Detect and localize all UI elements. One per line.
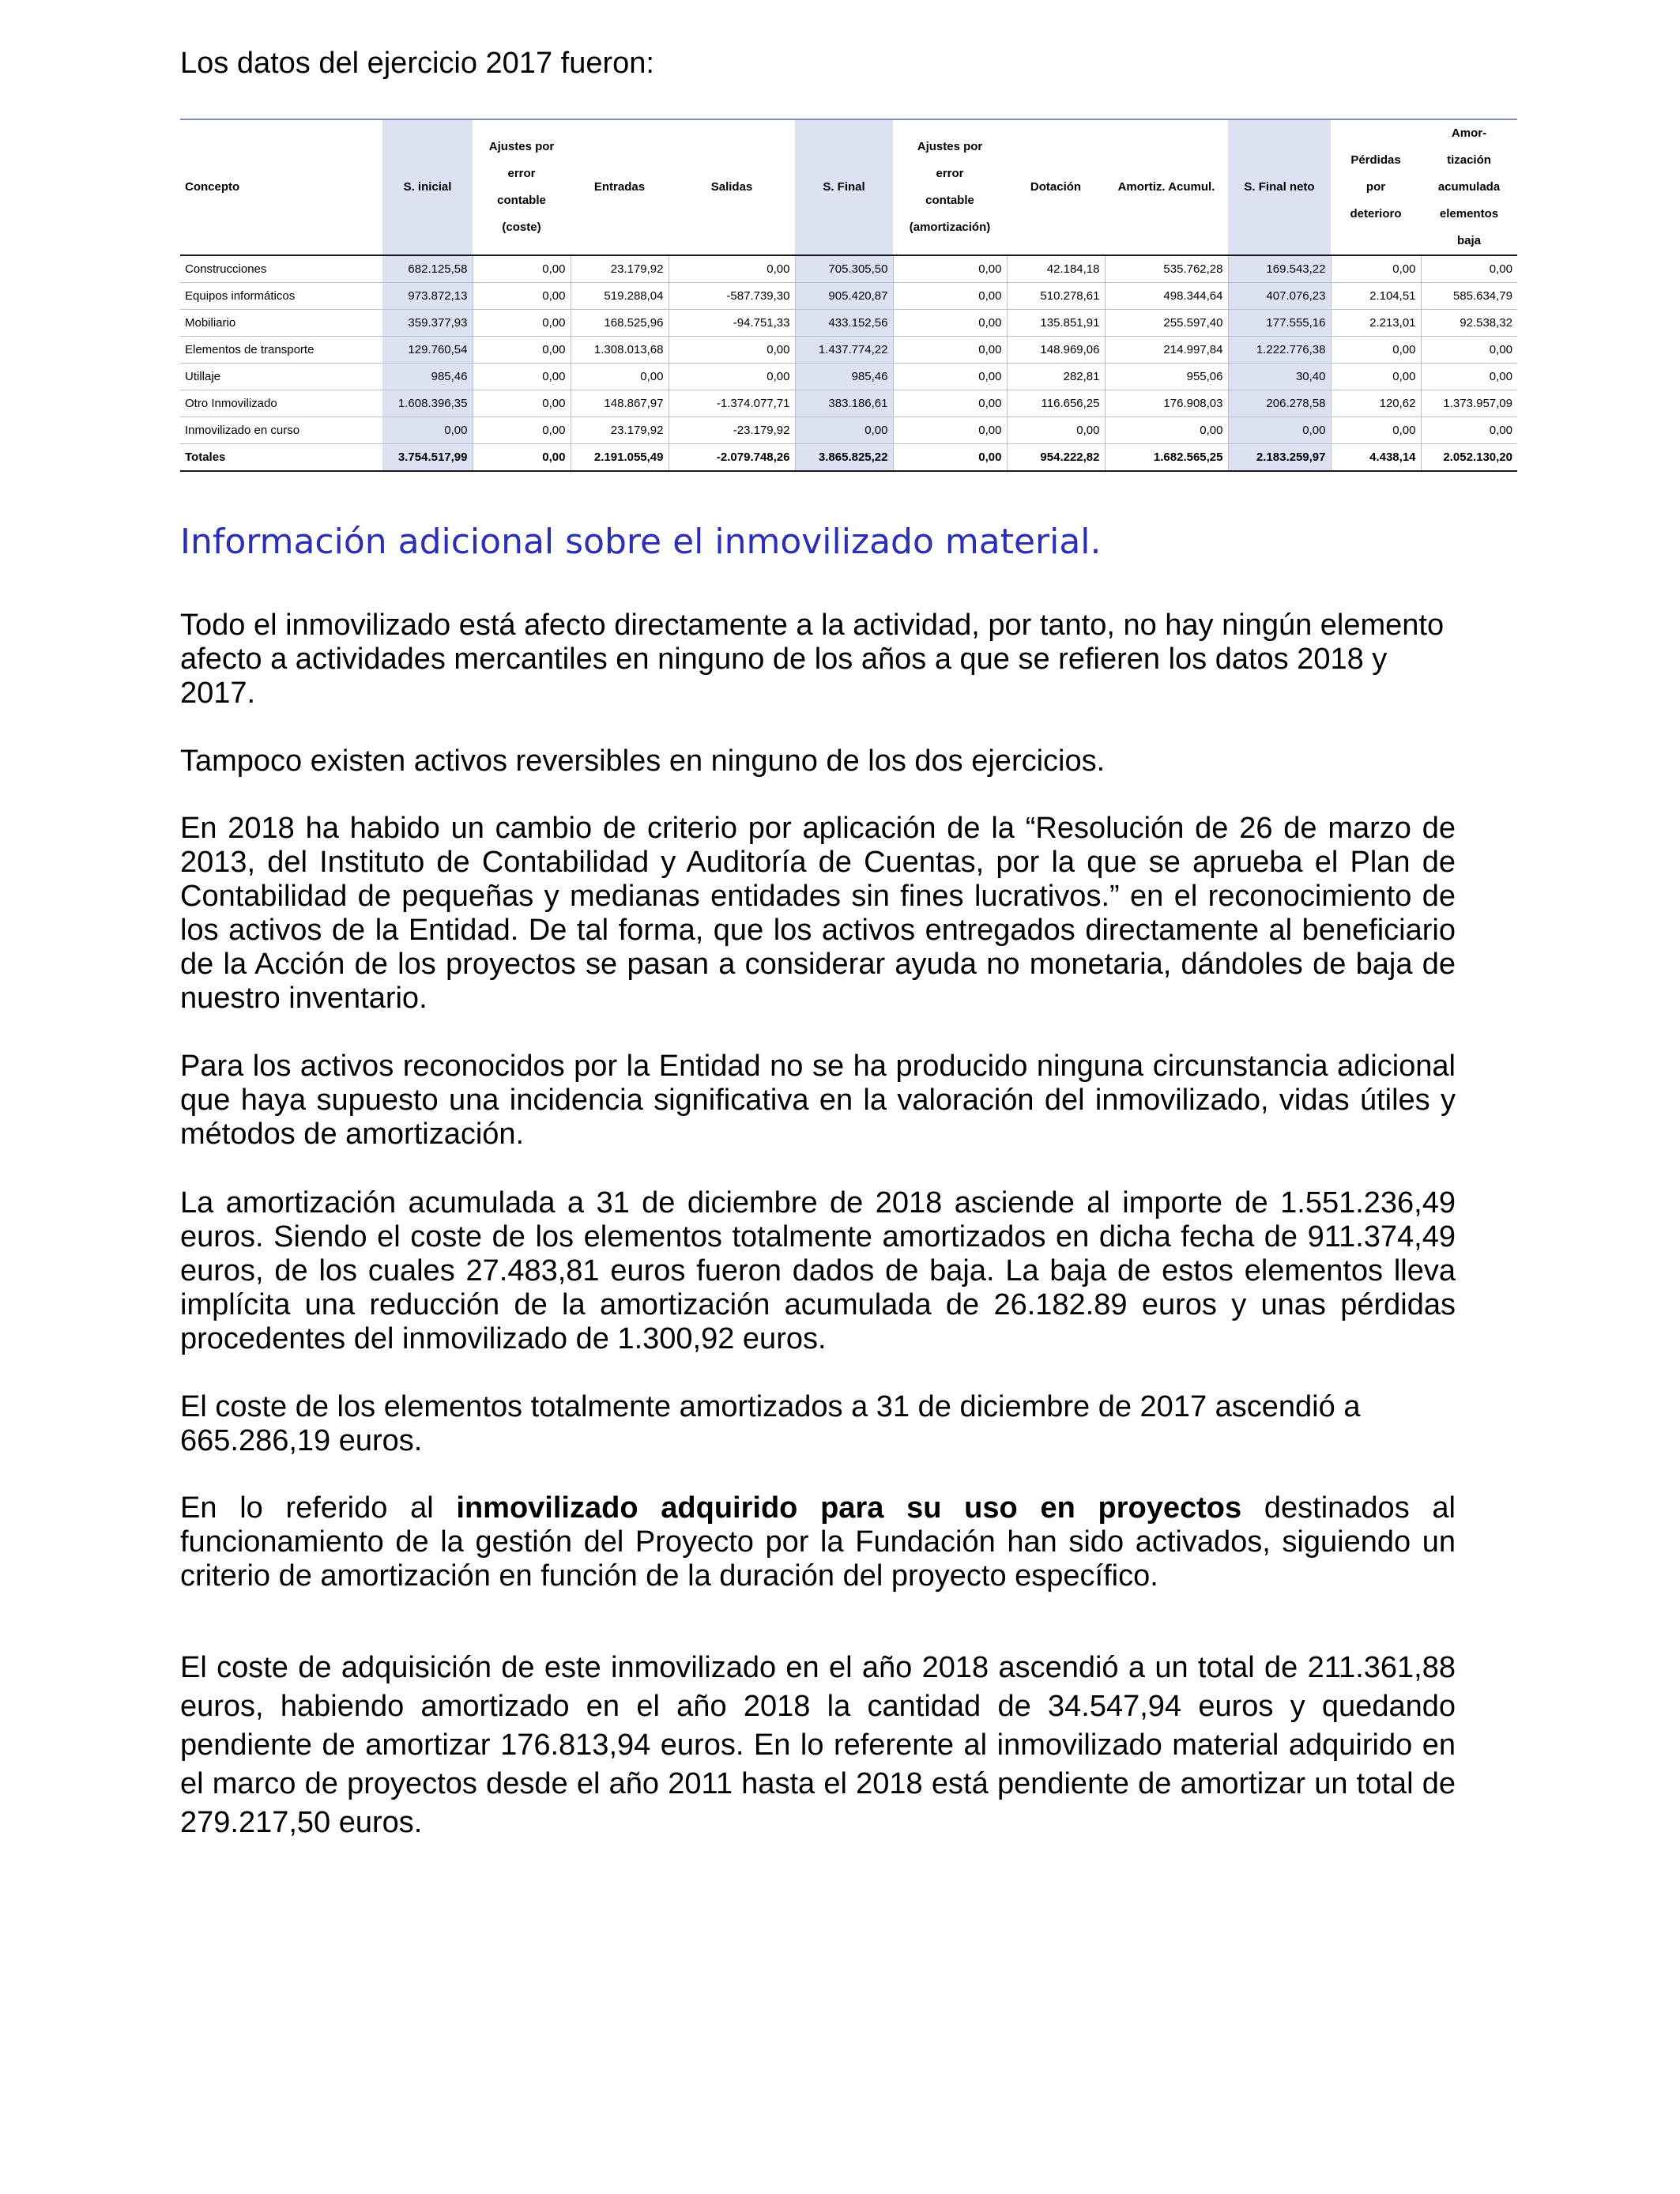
table-cell-value: 0,00 xyxy=(1228,417,1331,444)
table-cell-value: 0,00 xyxy=(473,337,571,364)
table-cell-value: 0,00 xyxy=(473,444,571,472)
table-cell-concepto: Inmovilizado en curso xyxy=(180,417,382,444)
table-cell-value: 359.377,93 xyxy=(382,310,473,337)
table-cell-value: 954.222,82 xyxy=(1007,444,1105,472)
table-cell-value: 214.997,84 xyxy=(1105,337,1228,364)
section-heading: Información adicional sobre el inmovilizado material. xyxy=(180,522,1102,562)
table-cell-value: 1.682.565,25 xyxy=(1105,444,1228,472)
table-cell-value: 0,00 xyxy=(571,364,669,390)
table-cell-value: 2.213,01 xyxy=(1331,310,1421,337)
paragraph-inmovilizado-proyectos xyxy=(180,1491,1456,1593)
paragraph-afectacion: Todo el inmovilizado está afecto directamente a la actividad, por tanto, no hay ningún elemento afecto a actividades mercantiles en ninguno de los años a que se refieren los datos 2018 y 2017. xyxy=(180,609,1445,710)
column-header: Salidas xyxy=(669,119,795,255)
table-cell-value: 1.608.396,35 xyxy=(382,390,473,417)
table-cell-value: 0,00 xyxy=(473,364,571,390)
table-cell-value: 0,00 xyxy=(893,417,1007,444)
table-cell-value: 176.908,03 xyxy=(1105,390,1228,417)
table-cell-concepto: Construcciones xyxy=(180,255,382,283)
table-cell-value: 0,00 xyxy=(893,364,1007,390)
column-header: Pérdidas por deterioro xyxy=(1331,119,1421,255)
paragraph-coste-adquisicion: El coste de adquisición de este inmovilizado en el año 2018 ascendió a un total de 211.361,88 euros, habiendo amortizado en el año 2018 la cantidad de 34.547,94 euros y quedando pendiente de amortizar 176.813,94 euros. En lo referente al inmovilizado material adquirido en el marco de proyectos desde el año 2011 hasta el 2018 está pendiente de amortizar un total de 279.217,50 euros. xyxy=(180,1651,1456,1839)
table-cell-concepto: Elementos de transporte xyxy=(180,337,382,364)
table-cell-value: 0,00 xyxy=(669,364,795,390)
table-cell-value: 682.125,58 xyxy=(382,255,473,283)
table-cell-value: 0,00 xyxy=(669,255,795,283)
table-cell-value: 2.183.259,97 xyxy=(1228,444,1331,472)
table-cell-value: 23.179,92 xyxy=(571,417,669,444)
table-cell-value: 0,00 xyxy=(893,390,1007,417)
table-cell-value: 519.288,04 xyxy=(571,283,669,310)
table-cell-value: 498.344,64 xyxy=(1105,283,1228,310)
column-header: Concepto xyxy=(180,119,382,255)
table-cell-value: 0,00 xyxy=(893,283,1007,310)
table-cell-value: 0,00 xyxy=(382,417,473,444)
column-header: Dotación xyxy=(1007,119,1105,255)
table-cell-value: 0,00 xyxy=(1421,364,1517,390)
fixed-assets-table-container xyxy=(180,119,1517,472)
table-cell-value: 0,00 xyxy=(893,337,1007,364)
paragraph-coste-2017: El coste de los elementos totalmente amortizados a 31 de diciembre de 2017 ascendió a 665.286,19 euros. xyxy=(180,1390,1361,1457)
table-cell-value: 1.437.774,22 xyxy=(795,337,893,364)
table-cell-value: 206.278,58 xyxy=(1228,390,1331,417)
paragraph-text: En lo referido al xyxy=(180,1491,457,1525)
table-row xyxy=(180,255,1517,283)
table-cell-value: 148.969,06 xyxy=(1007,337,1105,364)
table-cell-value: -587.739,30 xyxy=(669,283,795,310)
table-cell-concepto: Otro Inmovilizado xyxy=(180,390,382,417)
table-cell-value: -2.079.748,26 xyxy=(669,444,795,472)
table-cell-value: 2.191.055,49 xyxy=(571,444,669,472)
table-cell-value: 0,00 xyxy=(1331,337,1421,364)
column-header: Entradas xyxy=(571,119,669,255)
table-cell-value: 0,00 xyxy=(893,255,1007,283)
table-cell-value: -94.751,33 xyxy=(669,310,795,337)
table-cell-value: 177.555,16 xyxy=(1228,310,1331,337)
table-cell-value: 0,00 xyxy=(1105,417,1228,444)
table-cell-value: 0,00 xyxy=(1007,417,1105,444)
table-cell-value: 0,00 xyxy=(473,310,571,337)
column-header: Ajustes por error contable (coste) xyxy=(473,119,571,255)
table-cell-value: 407.076,23 xyxy=(1228,283,1331,310)
table-cell-value: 0,00 xyxy=(795,417,893,444)
table-cell-value: 0,00 xyxy=(1331,364,1421,390)
table-cell-value: 3.865.825,22 xyxy=(795,444,893,472)
table-cell-value: 535.762,28 xyxy=(1105,255,1228,283)
table-cell-value: 0,00 xyxy=(473,417,571,444)
column-header: Amortiz. Acumul. xyxy=(1105,119,1228,255)
table-cell-value: 168.525,96 xyxy=(571,310,669,337)
table-cell-value: 985,46 xyxy=(382,364,473,390)
table-cell-value: 0,00 xyxy=(1331,417,1421,444)
column-header: S. Final neto xyxy=(1228,119,1331,255)
fixed-assets-table xyxy=(180,119,1517,472)
table-cell-value: 383.186,61 xyxy=(795,390,893,417)
table-cell-concepto: Totales xyxy=(180,444,382,472)
table-header-row xyxy=(180,119,1517,255)
table-cell-value: 282,81 xyxy=(1007,364,1105,390)
table-cell-value: 30,40 xyxy=(1228,364,1331,390)
table-cell-value: 0,00 xyxy=(1421,337,1517,364)
table-cell-value: 905.420,87 xyxy=(795,283,893,310)
table-cell-value: 3.754.517,99 xyxy=(382,444,473,472)
table-row xyxy=(180,417,1517,444)
table-cell-value: 169.543,22 xyxy=(1228,255,1331,283)
table-cell-value: 4.438,14 xyxy=(1331,444,1421,472)
table-cell-value: 1.373.957,09 xyxy=(1421,390,1517,417)
column-header: Ajustes por error contable (amortización) xyxy=(893,119,1007,255)
table-cell-concepto: Utillaje xyxy=(180,364,382,390)
table-cell-value: 985,46 xyxy=(795,364,893,390)
table-cell-value: 1.308.013,68 xyxy=(571,337,669,364)
table-cell-value: 0,00 xyxy=(893,444,1007,472)
table-cell-value: 2.052.130,20 xyxy=(1421,444,1517,472)
table-cell-value: 705.305,50 xyxy=(795,255,893,283)
table-cell-value: 2.104,51 xyxy=(1331,283,1421,310)
table-cell-value: 0,00 xyxy=(669,337,795,364)
table-cell-value: 0,00 xyxy=(1331,255,1421,283)
table-cell-value: 116.656,25 xyxy=(1007,390,1105,417)
table-cell-value: 148.867,97 xyxy=(571,390,669,417)
paragraph-amortizacion-acumulada: La amortización acumulada a 31 de diciembre de 2018 asciende al importe de 1.551.236,49 euros. Siendo el coste de los elementos totalmente amortizados en dicha fecha de 911.374,49 euros, de los cuales 27.483,81 euros fueron dados de baja. La baja de estos elementos lleva implícita una reducción de la amortización acumulada de 26.182.89 euros y unas pérdidas procedentes del inmovilizado de 1.300,92 euros. xyxy=(180,1186,1456,1355)
table-cell-value: 135.851,91 xyxy=(1007,310,1105,337)
table-body xyxy=(180,255,1517,471)
column-header: Amor- tización acumulada elementos baja xyxy=(1421,119,1517,255)
table-cell-value: 585.634,79 xyxy=(1421,283,1517,310)
table-cell-value: 510.278,61 xyxy=(1007,283,1105,310)
table-cell-value: 0,00 xyxy=(473,255,571,283)
paragraph-circunstancias: Para los activos reconocidos por la Entidad no se ha producido ninguna circunstancia adicional que haya supuesto una incidencia significativa en la valoración del inmovilizado, vidas útiles y métodos de amortización. xyxy=(180,1050,1456,1151)
paragraph-bold-text: inmovilizado adquirido para su uso en proyectos xyxy=(456,1491,1242,1525)
table-cell-value: 955,06 xyxy=(1105,364,1228,390)
column-header: S. Final xyxy=(795,119,893,255)
paragraph-text: destinados al funcionamiento de la gestión del Proyecto por la Fundación han sido activados, siguiendo un criterio de amortización en función de la duración del proyecto específico. xyxy=(180,1491,1456,1593)
column-header: S. inicial xyxy=(382,119,473,255)
table-cell-value: -23.179,92 xyxy=(669,417,795,444)
paragraph-activos-reversibles: Tampoco existen activos reversibles en ninguno de los dos ejercicios. xyxy=(180,745,1106,778)
table-cell-value: -1.374.077,71 xyxy=(669,390,795,417)
table-row xyxy=(180,310,1517,337)
table-cell-value: 129.760,54 xyxy=(382,337,473,364)
table-cell-value: 255.597,40 xyxy=(1105,310,1228,337)
table-row xyxy=(180,390,1517,417)
table-cell-value: 973.872,13 xyxy=(382,283,473,310)
table-cell-value: 0,00 xyxy=(473,283,571,310)
table-cell-value: 0,00 xyxy=(473,390,571,417)
table-row xyxy=(180,283,1517,310)
table-totals-row xyxy=(180,444,1517,472)
table-cell-value: 433.152,56 xyxy=(795,310,893,337)
table-cell-value: 23.179,92 xyxy=(571,255,669,283)
table-row xyxy=(180,337,1517,364)
intro-text: Los datos del ejercicio 2017 fueron: xyxy=(180,47,654,80)
table-cell-value: 120,62 xyxy=(1331,390,1421,417)
table-cell-concepto: Equipos informáticos xyxy=(180,283,382,310)
table-row xyxy=(180,364,1517,390)
paragraph-cambio-criterio: En 2018 ha habido un cambio de criterio por aplicación de la “Resolución de 26 de marzo de 2013, del Instituto de Contabilidad y Auditoría de Cuentas, por la que se aprueba el Plan de Contabilidad de pequeñas y medianas entidades sin fines lucrativos.” en el reconocimiento de los activos de la Entidad. De tal forma, que los activos entregados directamente al beneficiario de la Acción de los proyectos se pasan a considerar ayuda no monetaria, dándoles de baja de nuestro inventario. xyxy=(180,812,1456,1015)
table-cell-value: 92.538,32 xyxy=(1421,310,1517,337)
table-cell-value: 0,00 xyxy=(1421,255,1517,283)
table-cell-value: 0,00 xyxy=(1421,417,1517,444)
table-cell-value: 42.184,18 xyxy=(1007,255,1105,283)
table-cell-value: 1.222.776,38 xyxy=(1228,337,1331,364)
table-cell-concepto: Mobiliario xyxy=(180,310,382,337)
table-cell-value: 0,00 xyxy=(893,310,1007,337)
